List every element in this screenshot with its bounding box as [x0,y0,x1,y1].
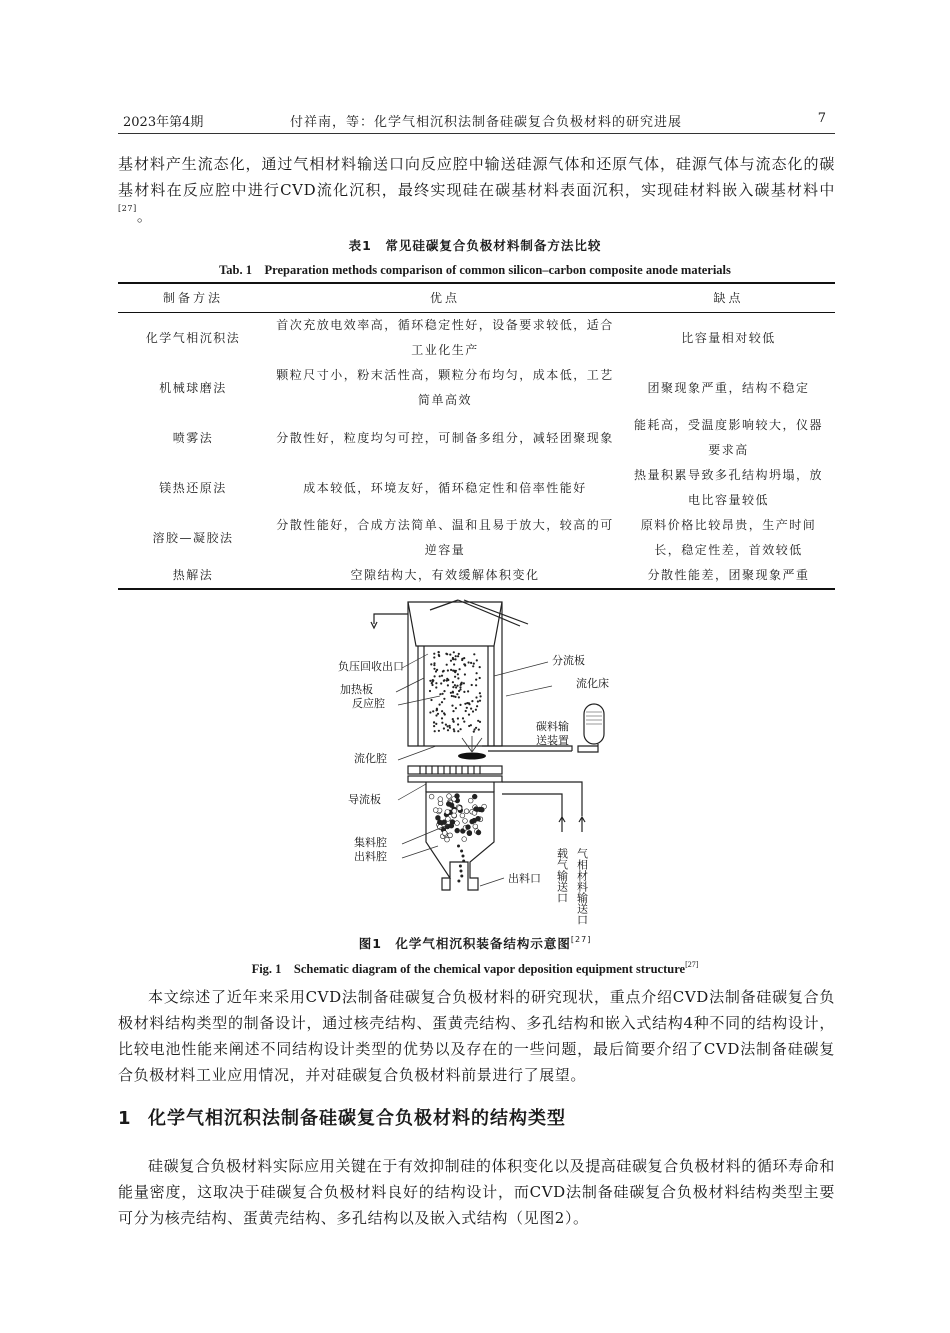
particle [449,654,451,656]
table-row [118,413,835,463]
cell-method: 热解法 [118,563,268,589]
particle [451,695,453,697]
collector-particle [474,807,479,812]
header-rule [118,133,835,134]
falling-particle [460,875,463,878]
label-heater: 加热板 [340,683,373,696]
particle [473,653,475,655]
particle [451,705,453,707]
particle [479,666,481,668]
particle [429,680,431,682]
particle [479,692,481,694]
particle [435,714,437,716]
particle [445,724,447,726]
figure-caption-zh [0,934,950,952]
particle [436,708,438,710]
particle [459,668,461,670]
label-carrier-gas: 载气输送口 [555,848,569,903]
section-number: 1 [118,1108,132,1129]
particle [468,725,470,727]
table-caption-zh: 表1 常见硅碳复合负极材料制备方法比较 [348,238,602,253]
particle [452,691,454,693]
label-reactor: 反应腔 [352,697,385,710]
particle [459,686,461,688]
collector-particle [445,810,450,815]
gas-feed-pipe [502,782,582,816]
intro-paragraph [118,151,835,229]
particle [479,677,481,679]
particle [459,704,461,706]
collector-particle [455,794,460,799]
collector-particle [472,794,477,799]
particle [475,709,477,711]
particle [443,679,445,681]
particle [452,710,454,712]
collector-particle [473,824,478,829]
collector-particle [446,817,451,822]
particle [471,700,473,702]
particle [452,686,454,688]
particle [472,710,474,712]
page-number: 7 [817,111,826,126]
label-fluid-bed: 流化床 [576,677,609,690]
particle [461,659,463,661]
particle [457,717,459,719]
particle [468,661,470,663]
particle [433,668,435,670]
spray-nozzle [458,753,486,760]
falling-particle [460,850,463,853]
cell-pros: 分散性好，粒度均匀可控，可制备多组分，减轻团聚现象 [276,430,614,445]
label-splitter: 分流板 [552,654,585,667]
particle [457,677,459,679]
particle [453,651,455,653]
particle [455,655,457,657]
particle [462,717,464,719]
collector-particle [466,825,471,830]
particle [464,673,466,675]
collector-particle [452,809,457,814]
particle [452,718,454,720]
collector-particle [460,813,465,818]
falling-particle [460,870,463,873]
particle [442,670,444,672]
particle [454,676,456,678]
particle [433,721,435,723]
collector-particle [452,813,457,818]
label-fluid-cavity: 流化腔 [354,752,387,765]
figure-caption-en-text: Fig. 1 Schematic diagram of the chemical vapor deposition equipment structure [251,962,686,976]
collector-particle [449,803,454,808]
cell-pros: 颗粒尺寸小，粉末活性高，颗粒分布均匀，成本低，工艺简单高效 [276,368,614,407]
particle [433,653,435,655]
label-guide-plate: 导流板 [348,793,381,806]
particle [441,675,443,677]
particle [449,727,451,729]
particle [436,669,438,671]
particle [438,654,440,656]
cell-method: 镁热还原法 [159,480,227,495]
collector-particle [463,819,468,824]
cell-cons: 能耗高，受温度影响较大，仪器要求高 [633,418,823,457]
particle [479,700,481,702]
particle [476,705,478,707]
particle [454,684,456,686]
particle [431,682,433,684]
particle [446,664,448,666]
collector-particle [447,794,452,799]
particle [475,684,477,686]
collector-particle [464,809,469,814]
collector-particle [462,837,467,842]
particle [457,673,459,675]
particle [476,672,478,674]
figure-caption-zh-text: 图1 化学气相沉积装备结构示意图 [358,936,571,951]
particle [480,695,482,697]
figure-ref-en: [27] [685,960,699,969]
table-row [118,463,835,513]
running-header [123,108,828,130]
particle [441,710,443,712]
collector-particle [437,820,442,825]
table-row [118,563,835,589]
particle [432,710,434,712]
particle [447,684,449,686]
particle [438,730,440,732]
particle [433,662,435,664]
particle [453,663,455,665]
particle [457,655,459,657]
negative-pressure-pipe [374,614,408,624]
cell-method: 化学气相沉积法 [145,330,241,345]
particle [438,651,440,653]
falling-particle [462,860,465,863]
particle [471,684,473,686]
particle [429,711,431,713]
particle [454,658,456,660]
collector-particle [476,830,481,835]
particle [437,713,439,715]
col-header-cons: 缺点 [622,283,835,313]
table-row [118,313,835,364]
particle [453,730,455,732]
col-header-pros: 优点 [268,283,622,313]
falling-particle [457,880,460,883]
particle [430,699,432,701]
particle [441,722,443,724]
particle [457,723,459,725]
cell-method: 溶胶—凝胶法 [152,530,234,545]
methods-comparison-table [118,282,835,590]
collector-particle [455,821,460,826]
particle [458,696,460,698]
cell-method: 喷雾法 [172,430,214,445]
figure-ref-zh: [27] [570,935,592,944]
particle [473,663,475,665]
label-carbon-feed-1: 碳料输 [536,720,569,733]
particle [464,703,466,705]
cell-pros: 空隙结构大，有效缓解体积变化 [268,563,622,589]
particle [439,704,441,706]
particle [443,690,445,692]
collector-particle [436,815,441,820]
particle [475,696,477,698]
cell-cons: 团聚现象严重，结构不稳定 [647,380,810,395]
carrier-gas-pipe [502,794,562,818]
particle [463,721,465,723]
collector-particle [480,807,485,812]
cell-pros: 成本较低，环境友好，循环稳定性和倍率性能好 [303,480,587,495]
particle [443,727,445,729]
particle [446,678,448,680]
collector-particle [457,806,462,811]
cell-pros: 分散性能好，合成方法简单、温和且易于放大，较高的可逆容量 [276,518,614,557]
particle [460,728,462,730]
particle [466,707,468,709]
collector-particle [468,798,473,803]
particle [433,656,435,658]
particle [466,702,468,704]
particle [441,717,443,719]
collector-particle [455,828,460,833]
particle [454,671,456,673]
label-gas-feed: 气相材料输送口 [575,848,589,925]
particle [435,723,437,725]
collector-particle [429,794,434,799]
particle [458,653,460,655]
particle [431,684,433,686]
falling-particle [462,855,465,858]
journal-issue: 2023年第4期 [123,115,204,130]
intro-end: 。 [136,207,153,225]
section-title: 化学气相沉积法制备硅碳复合负极材料的结构类型 [148,1108,566,1129]
cvd-equipment-diagram [330,596,630,926]
collector-particle [438,797,443,802]
particle [449,725,451,727]
particle [440,682,442,684]
particle [441,701,443,703]
particle [455,707,457,709]
splitter-plate [408,766,502,774]
collector-particle [442,831,447,836]
particle [439,693,441,695]
label-discharge-cavity: 出料腔 [354,850,387,863]
particle [430,663,432,665]
particle [464,664,466,666]
label-negative-outlet: 负压回收出口 [338,660,404,673]
particle [450,692,452,694]
summary-paragraph: 本文综述了近年来采用CVD法制备硅碳复合负极材料的研究现状，重点介绍CVD法制备硅碳复合负极材料结构类型的制备设计，通过核壳结构、蛋黄壳结构、多孔结构和嵌入式结构4种不同的结构设计，比较电池性能来阐述不同结构设计类型的优势以及存在的一些问题，最后简要介绍了CVD法制备硅碳复合负极材料工业应用情况，并对硅碳复合负极材料前景进行了展望。 [118,988,835,1084]
particle [463,691,465,693]
table-row [118,363,835,413]
particle [452,681,454,683]
particle [476,659,478,661]
particle [434,730,436,732]
cell-cons: 原料价格比较昂贵，生产时间长，稳定性差，首效较低 [640,518,817,557]
collector-particle [448,833,453,838]
label-outlet: 出料口 [508,872,541,885]
cell-pros: 首次充放电效率高，循环稳定性好，设备要求较低，适合工业化生产 [276,318,614,357]
running-title: 付祥南，等：化学气相沉积法制备硅碳复合负极材料的研究进展 [290,115,683,130]
particle [452,720,454,722]
particle [457,730,459,732]
particle [452,658,454,660]
particle [450,669,452,671]
particle [429,690,431,692]
particle [470,662,472,664]
particle [475,679,477,681]
particle [443,698,445,700]
particle [473,731,475,733]
label-collect: 集料腔 [354,836,387,849]
particle [478,729,480,731]
particle [447,729,449,731]
collector-particle [467,830,472,835]
cell-cons: 比容量相对较低 [681,330,776,345]
particle [432,679,434,681]
particle [456,693,458,695]
particle [470,708,472,710]
collector-particle [445,837,450,842]
particle [447,725,449,727]
label-carbon-feed-2: 送装置 [536,734,569,747]
particle [442,693,444,695]
falling-particle [459,865,462,868]
table-row [118,513,835,563]
particle [467,690,469,692]
particle [463,682,465,684]
particle [456,685,458,687]
particle [439,675,441,677]
particle [447,669,449,671]
col-header-method: 制备方法 [118,283,268,313]
particle [434,675,436,677]
particle [475,727,477,729]
section-paragraph: 硅碳复合负极材料实际应用关键在于有效抑制硅的体积变化以及提高硅碳复合负极材料的循环寿命和能量密度，这取决于硅碳复合负极材料良好的结构设计，而CVD法制备硅碳复合负极材料结构类型主要可分为核壳结构、蛋黄壳结构、多孔结构以及嵌入式结构（见图2）。 [118,1157,835,1227]
intro-text: 基材料产生流态化，通过气相材料输送口向反应腔中输送硅源气体和还原气体，硅源气体与流态化的碳基材料在反应腔中进行CVD流化沉积，最终实现硅在碳基材料表面沉积，实现硅材料嵌入碳基材料中 [118,155,835,199]
table-header-row [118,283,835,313]
section-heading [118,1104,566,1130]
figure-caption-en [0,959,950,977]
particle [465,710,467,712]
particle [450,660,452,662]
particle [479,721,481,723]
table-caption-en: Tab. 1 Preparation methods comparison of common silicon–carbon composite anode materials [219,263,731,277]
particle [455,686,457,688]
particle [474,728,476,730]
particle [446,653,448,655]
collector-particle [472,818,477,823]
particle [468,714,470,716]
cell-cons: 热量积累导致多孔结构坍塌，放电比容量较低 [633,468,823,507]
cell-method: 机械球磨法 [159,380,227,395]
particle [453,695,455,697]
particle [461,682,463,684]
particle [459,688,461,690]
collector-particle [433,808,438,813]
citation-ref: [27] [118,204,137,213]
particle [433,725,435,727]
falling-particle [457,845,460,848]
particle [443,712,445,714]
particle [472,665,474,667]
particle [435,686,437,688]
collector-particle [450,820,455,825]
particle [477,700,479,702]
particle [435,682,437,684]
cell-cons: 分散性能差，团聚现象严重 [622,563,835,589]
